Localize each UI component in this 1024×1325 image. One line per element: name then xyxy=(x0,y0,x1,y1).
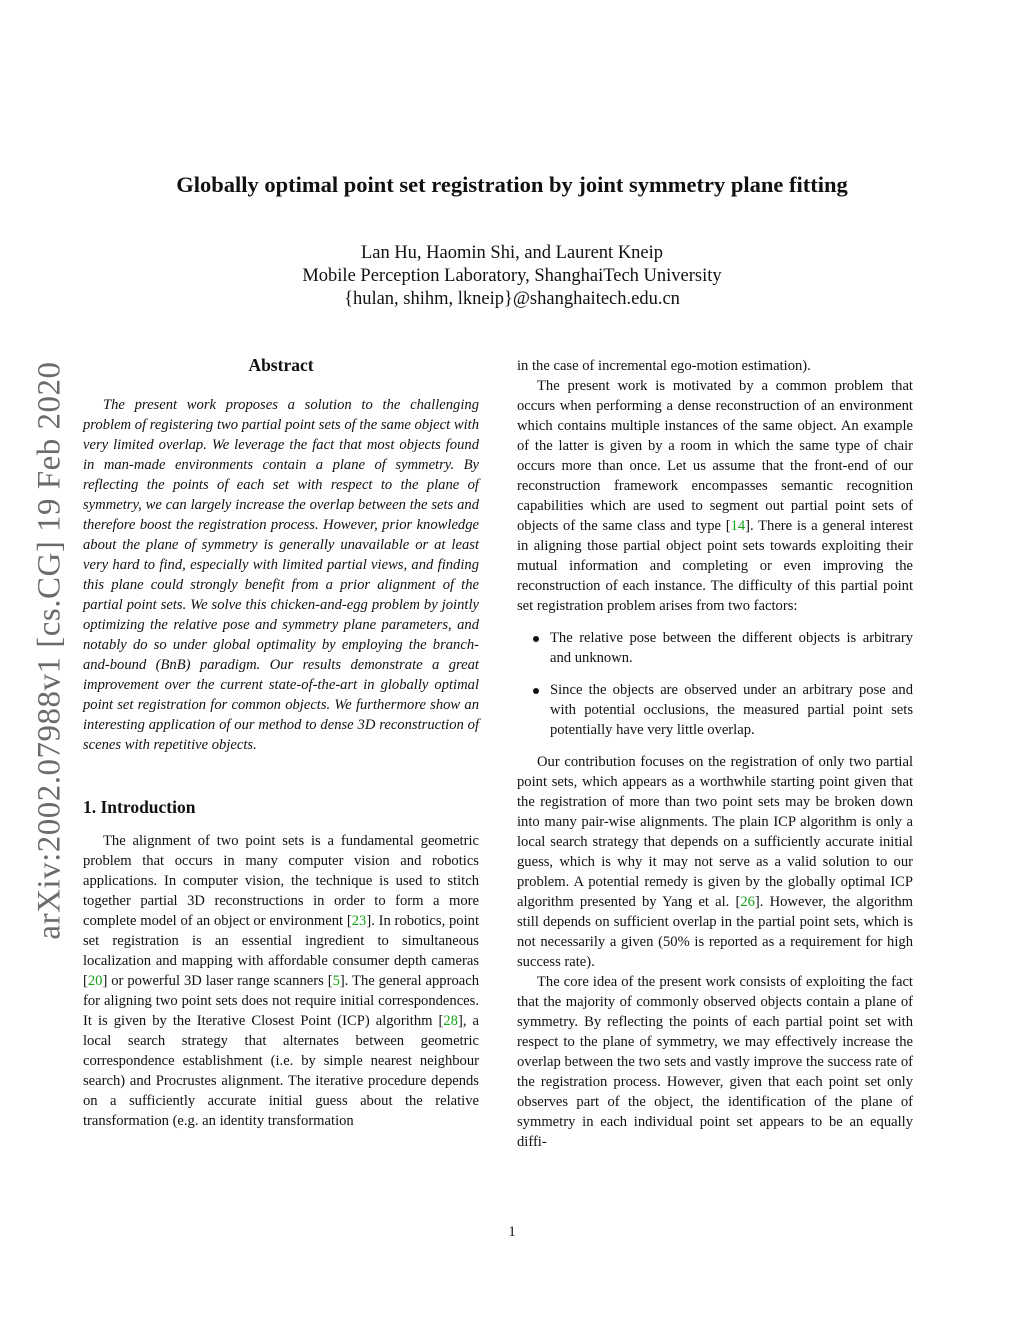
author-emails: {hulan, shihm, lkneip}@shanghaitech.edu.cn xyxy=(344,289,680,309)
citation-link[interactable]: 20 xyxy=(87,973,103,989)
list-item xyxy=(517,628,913,668)
bullet-list xyxy=(517,628,913,740)
bullet-icon xyxy=(533,636,539,642)
right-column xyxy=(517,356,913,1152)
citation-link[interactable]: 28 xyxy=(443,1013,458,1029)
text-run: ]. There is a general interest in aligning those partial object point sets towards exploiting their mutual information and completing or even improving the reconstruction of each instance. The difficulty of this partial point set registration problem arises from two factors: xyxy=(517,518,913,614)
text-run: ]. The general approach for aligning two point sets does not require initial correspondences. It is given by the Iterative Closest Point (ICP) algorithm [ xyxy=(83,973,479,1029)
abstract-heading: Abstract xyxy=(248,355,314,375)
text-run: The alignment of two point sets is a fundamental geometric problem that occurs in many computer vision and robotics applications. In computer vision, the technique is used to stitch together partial 3D reconstructions in order to form a more complete model of an object or environment [ xyxy=(83,833,479,929)
citation-link[interactable]: 14 xyxy=(730,518,746,534)
arxiv-sidebar xyxy=(30,350,70,950)
abstract-text: The present work proposes a solution to the challenging problem of registering two partial point sets of the same object with very limited overlap. We leverage the fact that most objects found in man-made environments contain a plane of symmetry. By reflecting the points of each set with respect to the plane of symmetry, we can largely increase the overlap between the sets and therefore boost the registration process. However, prior knowledge about the plane of symmetry is generally unavailable or at least very hard to find, especially with limited partial views, and finding this plane could strongly benefit from a prior alignment of the partial point sets. We solve this chicken-and-egg problem by jointly optimizing the relative pose and symmetry plane parameters, and notably do so under global optimality by employing the branch-and-bound (BnB) paradigm. Our results demonstrate a great improvement over the current state-of-the-art in globally optimal point set registration for common objects. We furthermore show an interesting application of our method to dense 3D reconstruction of scenes with repetitive objects. xyxy=(83,397,479,753)
author-block xyxy=(0,242,1024,311)
citation-link[interactable]: 5 xyxy=(332,973,340,989)
author-names: Lan Hu, Haomin Shi, and Laurent Kneip xyxy=(360,243,664,263)
bullet-text: Since the objects are observed under an arbitrary pose and with potential occlusions, the measured partial point sets potentially have very little overlap. xyxy=(550,682,913,738)
left-column xyxy=(83,355,479,1131)
page-number: 1 xyxy=(508,1224,516,1240)
intro-paragraph-1-continued: in the case of incremental ego-motion estimation). xyxy=(517,358,811,374)
text-run: The present work is motivated by a common problem that occurs when performing a dense reconstruction of an environment which contains multiple instances of the same object. An example of the latter is given by a room in which the same type of chair occurs more than once. Let us assume that the front-end of our reconstruction framework encompasses semantic recognition capabilities which are used to segment out partial point sets of objects of the same class and type [ xyxy=(517,378,913,534)
intro-paragraph-2 xyxy=(517,376,913,616)
affiliation: Mobile Perception Laboratory, ShanghaiTech University xyxy=(302,266,722,286)
text-run: ]. However, the algorithm still depends on sufficient overlap in the partial point sets, which is not necessarily a given (50% is reported as a requirement for high success rate). xyxy=(517,894,913,970)
citation-link[interactable]: 23 xyxy=(351,913,367,929)
text-run: Our contribution focuses on the registration of only two partial point sets, which appears as a worthwhile starting point given that the registration of more than two point sets may be broken down into many pair-wise alignments. The plain ICP algorithm is only a local search strategy that depends on a sufficiently accurate initial guess, which is why it may not serve as a valid solution to our problem. A potential remedy is given by the globally optimal ICP algorithm presented by Yang et al. [ xyxy=(517,754,913,910)
intro-paragraph-4: The core idea of the present work consists of exploiting the fact that the majority of commonly observed objects contain a plane of symmetry. By reflecting the points of each partial point set with respect to the plane of symmetry, we may effectively increase the overlap between the two sets and vastly improve the success rate of the registration process. However, given that each point set only observes part of the object, the identification of the plane of symmetry in each individual point set appears to be an equally diffi- xyxy=(517,974,913,1150)
bullet-text: The relative pose between the different objects is arbitrary and unknown. xyxy=(550,630,913,666)
paper-title: Globally optimal point set registration by joint symmetry plane fitting xyxy=(176,172,848,197)
intro-paragraph-1 xyxy=(83,831,479,1131)
arxiv-identifier: arXiv:2002.07988v1 [cs.CG] 19 Feb 2020 xyxy=(31,360,68,940)
text-run: ]. In robotics, point set registration is an essential ingredient to simultaneous localization and mapping with affordable consumer depth cameras [ xyxy=(83,913,479,989)
text-run: ] or powerful 3D laser range scanners [ xyxy=(102,973,333,989)
citation-link[interactable]: 26 xyxy=(740,894,755,910)
bullet-icon xyxy=(533,688,539,694)
intro-paragraph-3 xyxy=(517,752,913,972)
introduction-heading: 1. Introduction xyxy=(83,797,196,817)
list-item xyxy=(517,680,913,740)
text-run: ], a local search strategy that alternates between geometric correspondence establishment (i.e. by simple nearest neighbour search) and Procrustes alignment. The iterative procedure depends on a sufficiently accurate initial guess about the relative transformation (e.g. an identity transformation xyxy=(83,1013,479,1129)
